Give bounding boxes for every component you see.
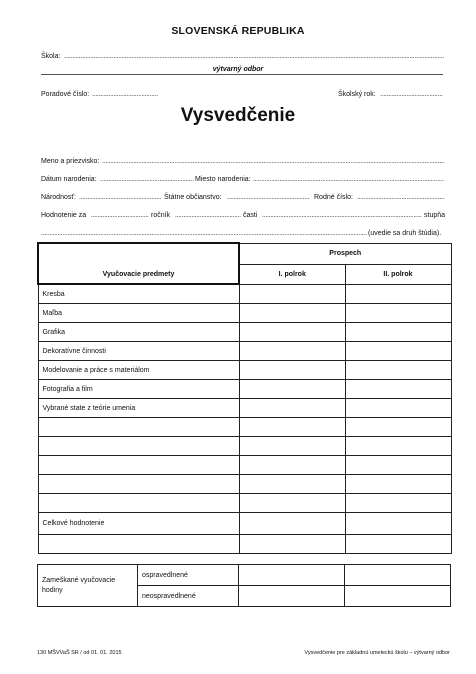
level-word: stupňa — [424, 212, 446, 219]
grades-header-row — [38, 243, 451, 264]
birth-number-label: Rodné číslo: — [314, 194, 353, 201]
absence-row-excused — [38, 565, 451, 586]
grade-cell-1[interactable] — [239, 342, 345, 361]
grade-cell-1[interactable] — [239, 304, 345, 323]
study-type-note: (uvedie sa druh štúdia). — [368, 230, 442, 237]
subject-cell[interactable] — [38, 437, 239, 456]
grade-cell-1[interactable] — [239, 535, 345, 554]
grades-table — [37, 242, 452, 554]
second-half-header: II. polrok — [345, 264, 451, 284]
empty-row — [38, 418, 451, 437]
part-word: časti — [243, 212, 258, 219]
grade-cell-2[interactable] — [345, 535, 451, 554]
excused-cell-2[interactable] — [345, 565, 451, 586]
nationality-field[interactable] — [79, 194, 161, 201]
grade-cell-1[interactable] — [239, 399, 345, 418]
subject-cell[interactable] — [38, 475, 239, 494]
subjects-header: Vyučovacie predmety — [38, 243, 239, 284]
citizenship-label: Štátne občianstvo: — [164, 194, 222, 201]
table-row — [38, 380, 451, 399]
subject-name: Maľba — [38, 304, 239, 323]
rating-year-field[interactable] — [91, 212, 149, 219]
table-row — [38, 361, 451, 380]
citizenship-field[interactable] — [227, 194, 309, 201]
unexcused-cell-1[interactable] — [239, 586, 345, 607]
grade-cell-1[interactable] — [239, 437, 345, 456]
subject-cell[interactable] — [38, 418, 239, 437]
empty-row — [38, 494, 451, 513]
empty-row — [38, 475, 451, 494]
table-row — [38, 323, 451, 342]
school-field-line — [41, 74, 443, 75]
birth-place-field[interactable] — [253, 176, 444, 183]
grade-cell-2[interactable] — [345, 418, 451, 437]
overall-row — [38, 513, 451, 535]
subject-name: Kresba — [38, 284, 239, 304]
school-year-field[interactable] — [380, 91, 443, 98]
overall-cell-2[interactable] — [345, 513, 451, 535]
grade-cell-1[interactable] — [239, 494, 345, 513]
name-field[interactable] — [102, 158, 444, 165]
grade-cell-2[interactable] — [345, 494, 451, 513]
prospech-header: Prospech — [239, 243, 451, 264]
empty-row — [38, 456, 451, 475]
order-number-field[interactable] — [92, 91, 158, 98]
subject-name: Fotografia a film — [38, 380, 239, 399]
grade-cell-2[interactable] — [345, 323, 451, 342]
birth-date-label: Dátum narodenia: — [41, 176, 97, 183]
birth-number-field[interactable] — [357, 194, 444, 201]
grade-cell-2[interactable] — [345, 380, 451, 399]
year-word: ročník — [151, 212, 171, 219]
grade-cell-1[interactable] — [239, 284, 345, 304]
subject-cell[interactable] — [38, 535, 239, 554]
grade-cell-2[interactable] — [345, 342, 451, 361]
footer-form-title: Vysvedčenie pre základnú umeleckú školu – výtvarný odbor — [304, 650, 450, 656]
subject-name: Modelovanie a práce s materiálom — [38, 361, 239, 380]
order-number-label: Poradové číslo: — [41, 91, 90, 98]
first-half-header: I. polrok — [239, 264, 345, 284]
school-year-label: Školský rok: — [338, 91, 376, 98]
subject-name: Vybrané state z teórie umenia — [38, 399, 239, 418]
unexcused-label: neospravedlnené — [138, 586, 239, 607]
table-row — [38, 304, 451, 323]
subject-name: Dekoratívne činnosti — [38, 342, 239, 361]
grade-cell-1[interactable] — [239, 418, 345, 437]
birth-place-label: Miesto narodenia: — [195, 176, 251, 183]
overall-label: Celkové hodnotenie — [38, 513, 239, 535]
part-field[interactable] — [175, 212, 241, 219]
grade-cell-2[interactable] — [345, 361, 451, 380]
table-row — [38, 284, 451, 304]
overall-cell-1[interactable] — [239, 513, 345, 535]
empty-row — [38, 437, 451, 456]
name-label: Meno a priezvisko: — [41, 158, 100, 165]
excused-cell-1[interactable] — [239, 565, 345, 586]
birth-date-field[interactable] — [100, 176, 194, 183]
grade-cell-1[interactable] — [239, 380, 345, 399]
grade-cell-2[interactable] — [345, 304, 451, 323]
absence-label: Zameškané vyučovacie hodiny — [38, 565, 138, 607]
excused-label: ospravedlnené — [138, 565, 239, 586]
footer-form-code: 130 MŠVVaŠ SR / od 01. 01. 2015 — [37, 650, 122, 656]
rating-label: Hodnotenie za — [41, 212, 87, 219]
grade-cell-2[interactable] — [345, 456, 451, 475]
absence-table — [37, 564, 451, 607]
state-heading: SLOVENSKÁ REPUBLIKA — [171, 25, 305, 37]
subject-cell[interactable] — [38, 494, 239, 513]
study-type-field[interactable] — [41, 230, 367, 237]
school-label: Škola: — [41, 53, 61, 60]
grade-cell-2[interactable] — [345, 399, 451, 418]
document-title: Vysvedčenie — [180, 105, 296, 126]
level-field[interactable] — [262, 212, 422, 219]
department-label: výtvarný odbor — [212, 66, 264, 73]
unexcused-cell-2[interactable] — [345, 586, 451, 607]
school-field[interactable] — [64, 53, 444, 60]
grade-cell-2[interactable] — [345, 437, 451, 456]
subject-name: Grafika — [38, 323, 239, 342]
grade-cell-1[interactable] — [239, 323, 345, 342]
grade-cell-1[interactable] — [239, 361, 345, 380]
empty-row — [38, 535, 451, 554]
grade-cell-2[interactable] — [345, 284, 451, 304]
table-row — [38, 399, 451, 418]
subject-cell[interactable] — [38, 456, 239, 475]
table-row — [38, 342, 451, 361]
grade-cell-1[interactable] — [239, 456, 345, 475]
grade-cell-2[interactable] — [345, 475, 451, 494]
nationality-label: Národnosť: — [41, 194, 76, 201]
grade-cell-1[interactable] — [239, 475, 345, 494]
